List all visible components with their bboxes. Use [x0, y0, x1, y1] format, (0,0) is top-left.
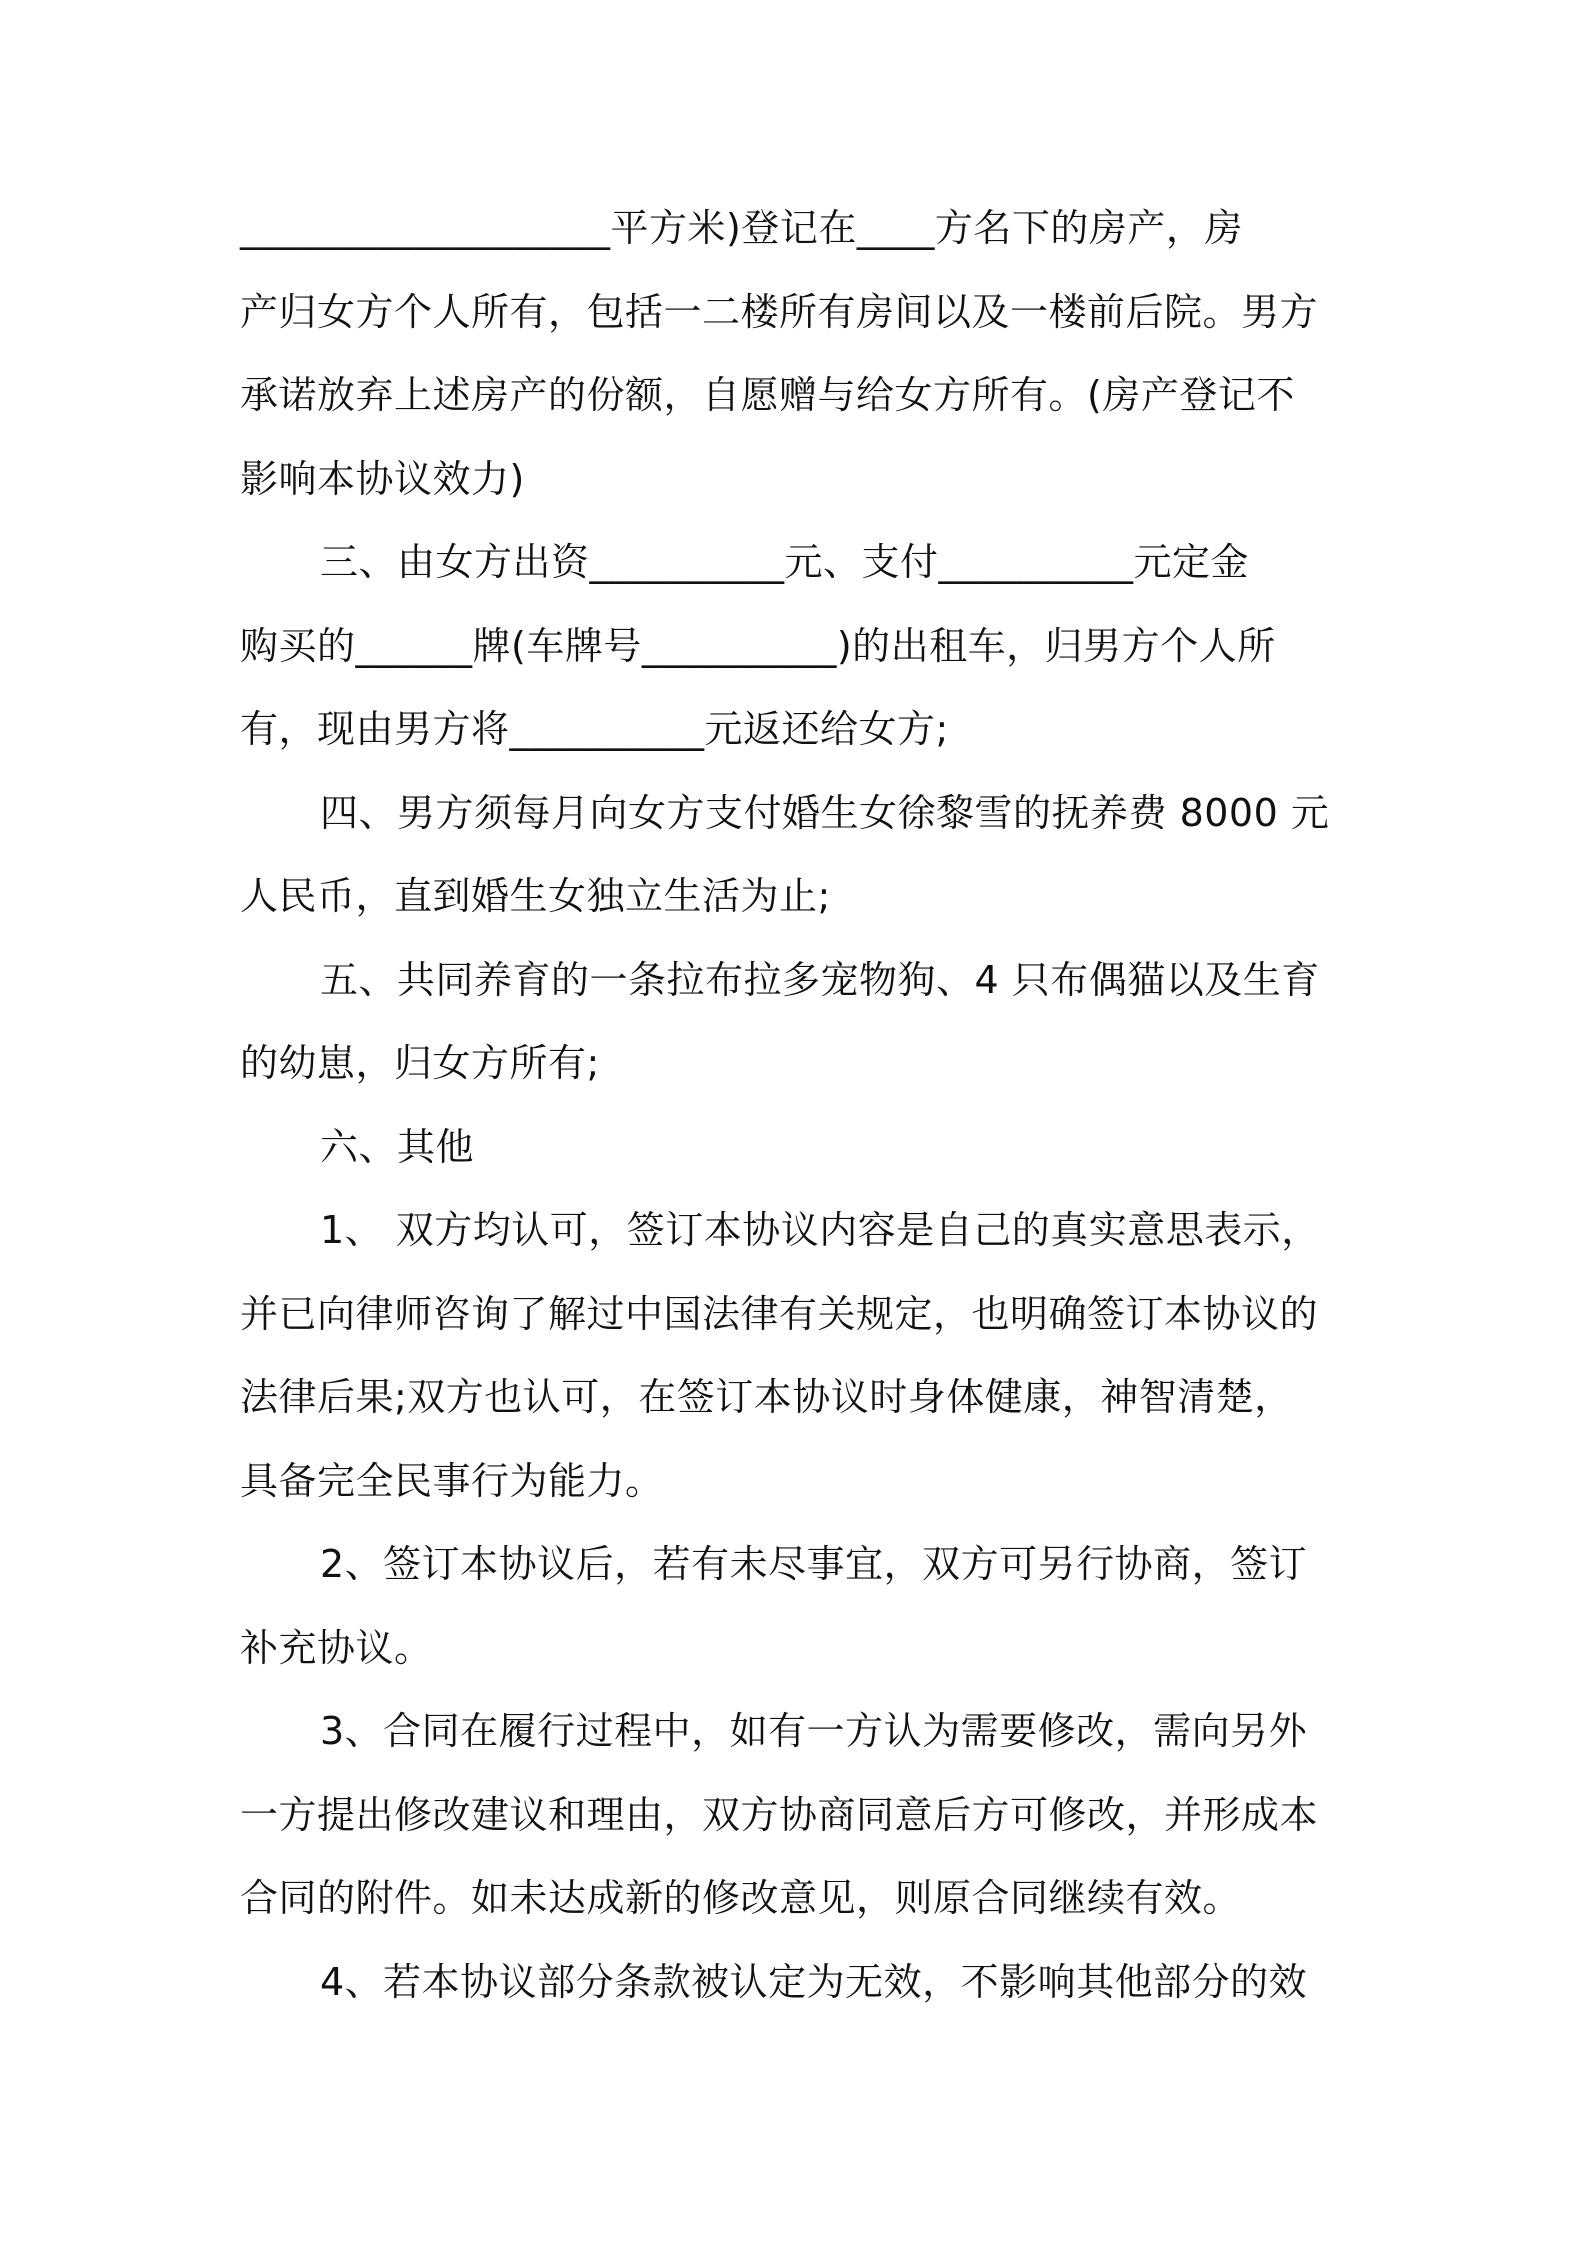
item-1-line-3: 法律后果;双方也认可，在签订本协议时身体健康，神智清楚， — [240, 1375, 1293, 1419]
item-3-line-2: 一方提出修改建议和理由，双方协商同意后方可修改，并形成本 — [240, 1792, 1319, 1837]
clause-4-line-1: 四、男方须每月向女方支付婚生女徐黎雪的抚养费 8000 元 — [320, 790, 1330, 835]
body-line-1: ___________________平方米)登记在____方名下的房产，房 — [240, 206, 1243, 250]
item-2-line-1: 2、签订本协议后，若有未尽事宜，双方可另行协商，签订 — [320, 1542, 1308, 1586]
clause-5-line-2: 的幼崽，归女方所有; — [240, 1041, 600, 1085]
item-3-line-1: 3、合同在履行过程中，如有一方认为需要修改，需向另外 — [320, 1709, 1308, 1753]
body-line-4: 影响本协议效力) — [240, 456, 525, 501]
item-1-line-2: 并已向律师咨询了解过中国法律有关规定，也明确签订本协议的 — [240, 1291, 1319, 1336]
item-2-line-2: 补充协议。 — [240, 1625, 433, 1670]
document-body — [240, 187, 1360, 2024]
body-line-2: 产归女方个人所有，包括一二楼所有房间以及一楼前后院。男方 — [240, 289, 1319, 334]
body-line-3: 承诺放弃上述房产的份额，自愿赠与给女方所有。(房产登记不 — [240, 373, 1295, 417]
item-1-line-4: 具备完全民事行为能力。 — [240, 1458, 664, 1503]
clause-4-line-2: 人民币，直到婚生女独立生活为止; — [240, 874, 831, 918]
clause-3-line-1: 三、由女方出资__________元、支付__________元定金 — [320, 540, 1250, 584]
clause-5-line-1: 五、共同养育的一条拉布拉多宠物狗、4 只布偶猫以及生育 — [320, 957, 1320, 1002]
clause-6-heading: 六、其他 — [320, 1124, 475, 1169]
clause-3-line-2: 购买的______牌(车牌号__________)的出租车，归男方个人所 — [240, 623, 1276, 668]
item-3-line-3: 合同的附件。如未达成新的修改意见，则原合同继续有效。 — [240, 1876, 1242, 1920]
clause-3-line-3: 有，现由男方将__________元返还给女方; — [240, 707, 949, 751]
item-4-line-1: 4、若本协议部分条款被认定为无效，不影响其他部分的效 — [320, 1959, 1308, 2004]
item-1-line-1: 1、 双方均认可，签订本协议内容是自己的真实意思表示， — [320, 1208, 1320, 1252]
